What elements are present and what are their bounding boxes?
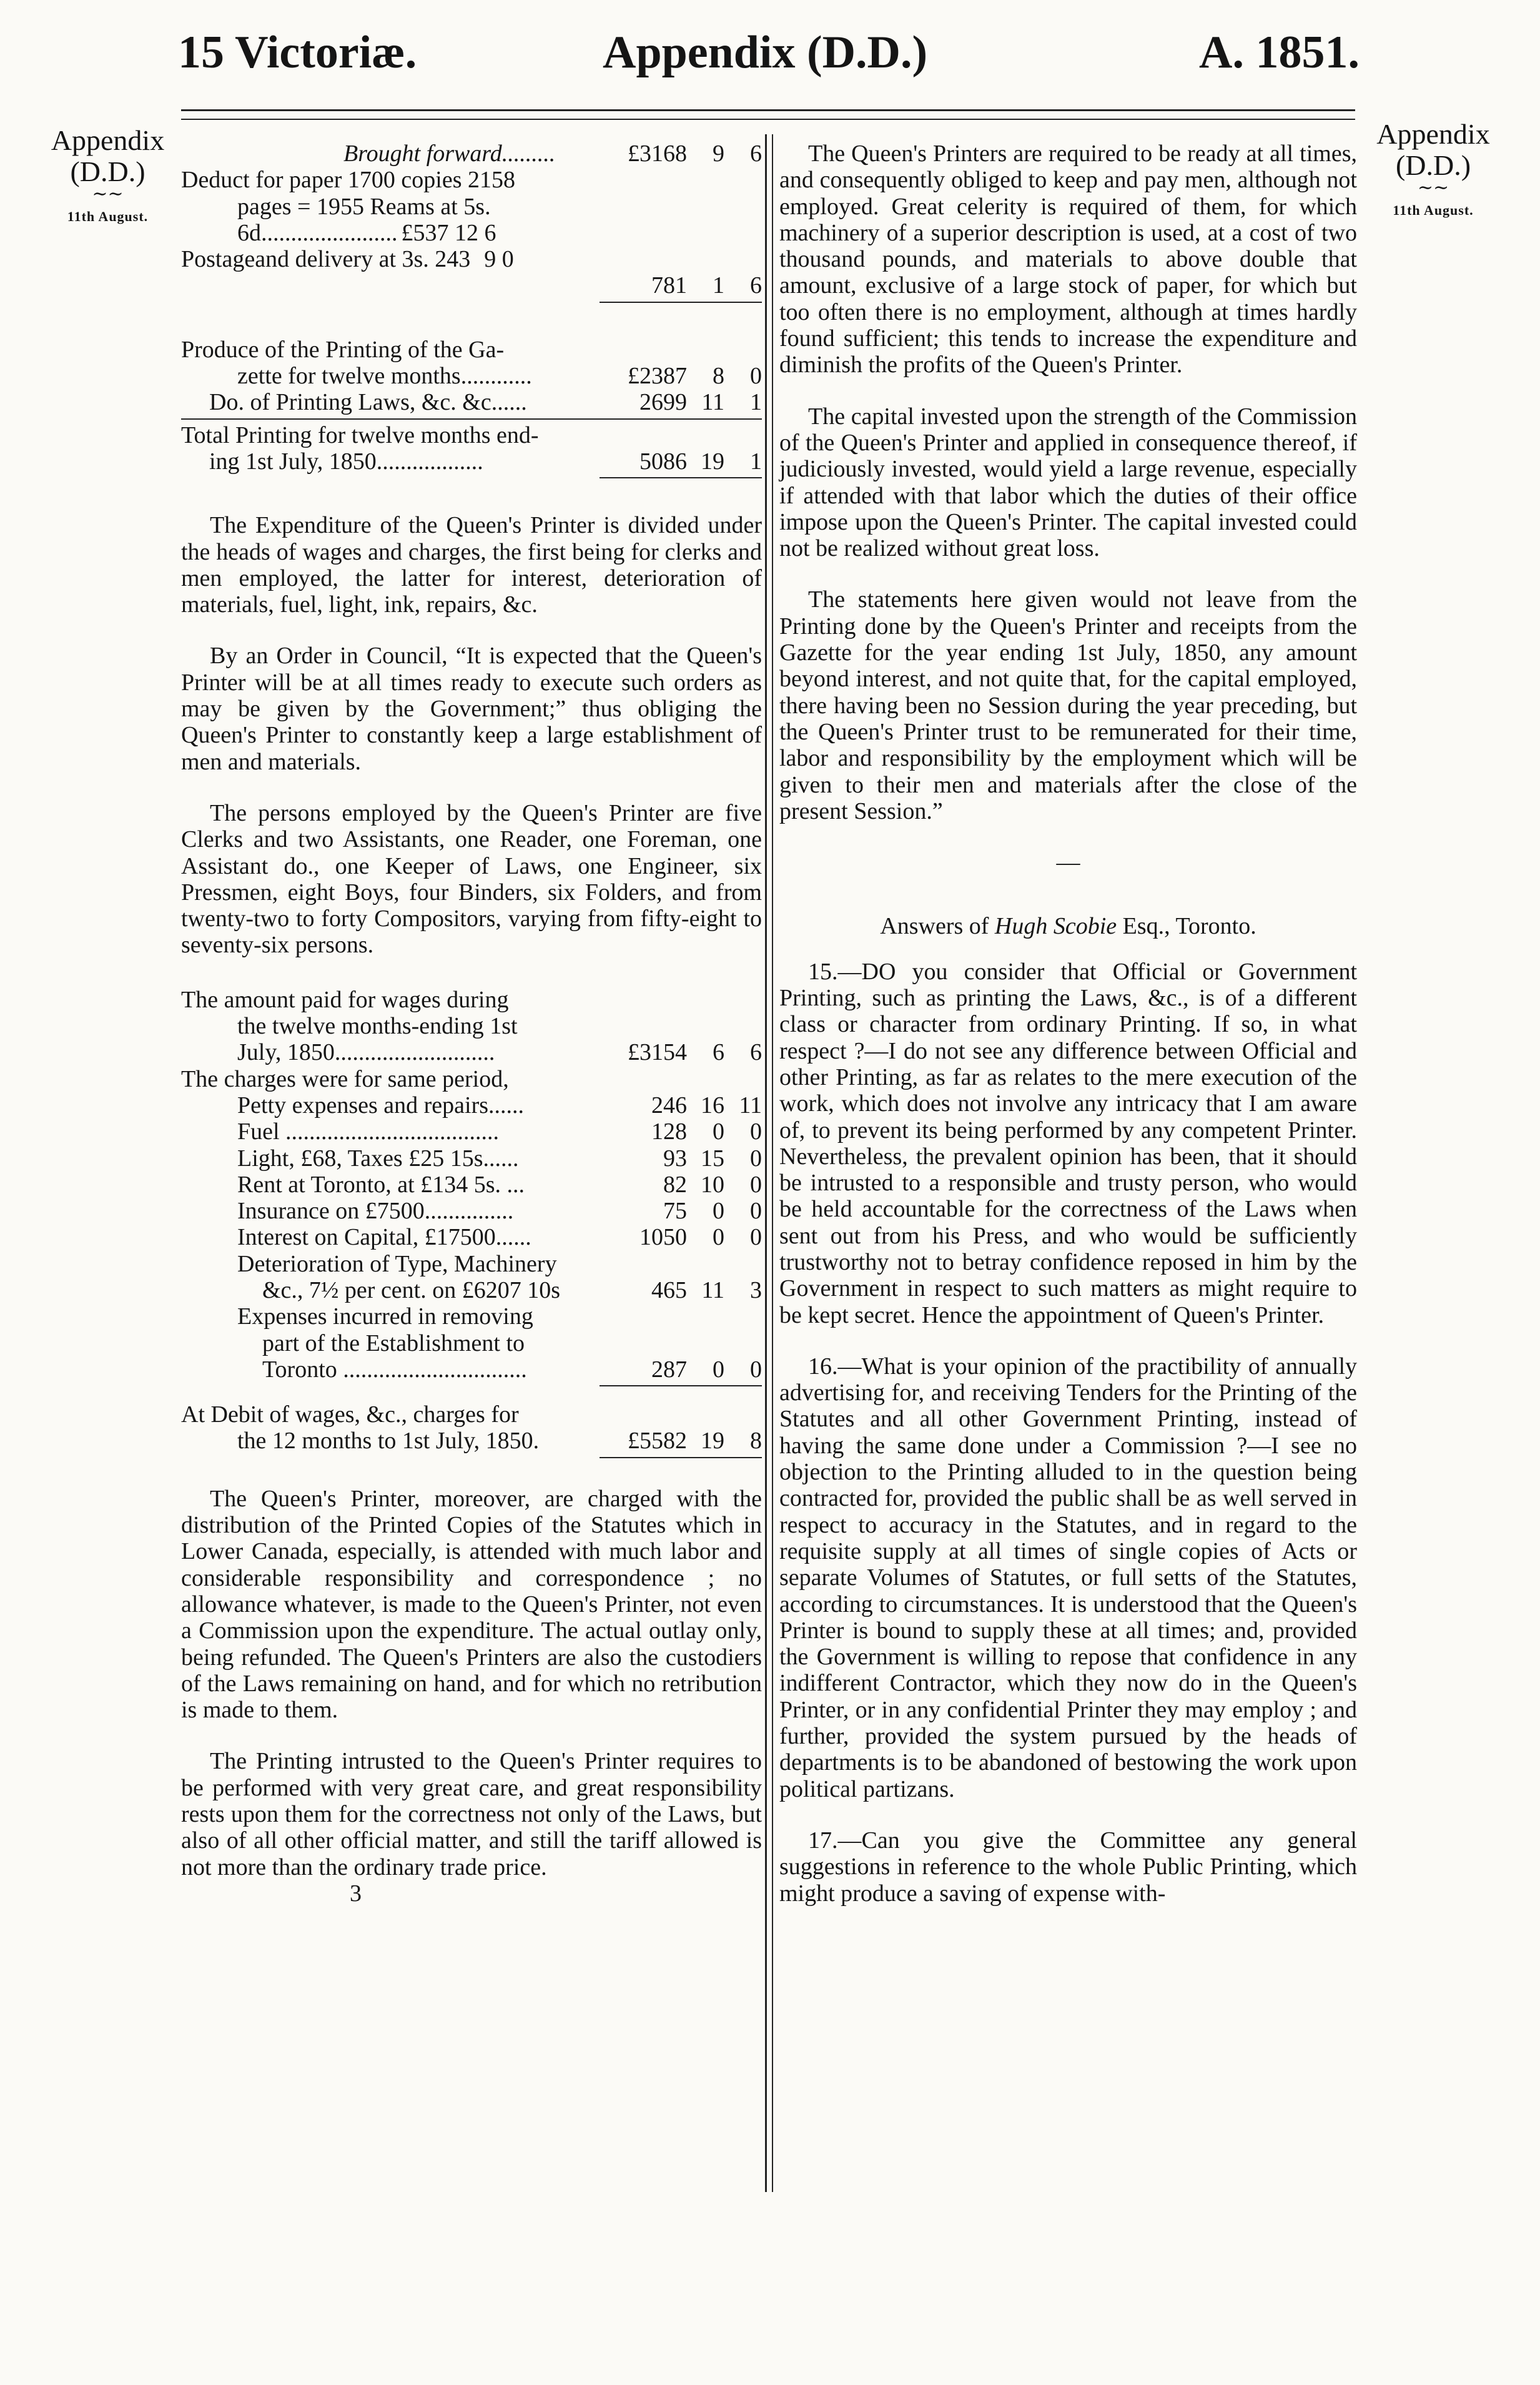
paragraph-statements: The statements here given would not leave from the Printing done by the Queen's Printer and receipts from the Gazette for the year ending 1st July, 1850, any amount beyond interest, and not quite that, for the capital employed, there having been no Session during the year preceding, but the Queen's Printer trust to be remunerated for their time, labor and responsibility by the employment which will be given to their men and materials after the close of the present Session.” [779,586,1357,824]
debit-line-2: the 12 months to 1st July, 1850. £5582 19 8 [237,1428,762,1454]
deduct-total-line: 781 1 6 [651,272,762,299]
header-center: Appendix (D.D.) [603,27,928,78]
swash-ornament-icon: ∼∼ [92,184,124,204]
answers-heading: Answers of Hugh Scobie Esq., Toronto. [880,913,1256,940]
total-line-2: ing 1st July, 1850.................. 5086 19 1 [209,448,762,475]
charge-row: Rent at Toronto, at £134 5s. ... 82 10 0 [237,1171,762,1198]
removal-line-1: Expenses incurred in removing [237,1303,533,1330]
laws-line: Do. of Printing Laws, &c. &c...... 2699 11 1 [209,389,762,416]
deduct-line-2: pages = 1955 Reams at 5s. [237,193,491,220]
charge-row: Light, £68, Taxes £25 15s...... 93 15 0 [237,1145,762,1172]
sum-rule [600,1385,762,1386]
charge-row: Insurance on £7500............... 75 0 0 [237,1198,762,1225]
sidenote-title: Appendix [1376,118,1490,150]
charge-row: Fuel .................................... 128 0 0 [237,1118,762,1145]
right-column [779,141,1357,1907]
paragraph-distribution: The Queen's Printer, moreover, are charged with the distribution of the Printed Copies of the Statutes which in Lower Canada, especially, is attended with much labor and considerable responsibility and correspondence ; no allowance whatever, is made to the Queen's Printer, not even a Commission upon the expenditure. The actual outlay only, being refunded. The Queen's Printers are also the custodiers of the Laws remaining on hand, and for which no retribution is made to them. [181,1485,762,1724]
charge-row: Interest on Capital, £17500...... 1050 0 0 [237,1224,762,1251]
wages-line-3: July, 1850........................... £3154 6 6 [237,1039,762,1066]
sidenote-title: Appendix [51,124,165,156]
charges-intro: The charges were for same period, [181,1065,509,1092]
produce-line-2: zette for twelve months............ £2387 8 0 [237,363,762,390]
sidenote-code: (D.D.) [70,156,146,187]
removal-line-3: Toronto ............................... 287 0 0 [262,1356,762,1383]
header-rule-top [181,109,1355,111]
question-17: 17.—Can you give the Committee any general suggestions in reference to the whole Public Printing, which might produce a saving of expense with- [779,1827,1357,1907]
sidenote-code: (D.D.) [1395,149,1471,181]
deduct-line-1: Deduct for paper 1700 copies 2158 [181,167,516,194]
header-right: A. 1851. [1199,27,1360,78]
debit-line-1: At Debit of wages, &c., charges for [181,1401,519,1428]
brought-forward-label: Brought forward......... [343,141,556,167]
sum-rule [600,302,762,303]
sidenote-left [37,125,178,232]
question-15: 15.—DO you consider that Official or Government Printing, such as printing the Laws, &c., is of a different class or character from ordinary Printing. If so, in what respect ?—I do not see any difference between Official and other Printing, as far as relates to the mere execution of the work, which does not involve any intricacy that I am aware of, to prevent its being performed by any competent Printer. Nevertheless, the prevalent opinion has been, that it should be intrusted to a responsible and trusty person, who would be held accountable for the correctness of the Laws when sent out from his Press, and who would be sufficiently trustworthy not to betray confidence reposed in him by the Government in respect to such matters as might require to be kept secret. Hence the appointment of Queen's Printer. [779,958,1357,1328]
question-16: 16.—What is your opinion of the practibility of annually advertising for, and receiving Tenders for the Printing of the Statutes and all other Government Printing, instead of having the same done under a Commission ?—I see no objection to the Printing alluded to in the question being contracted for, provided the public shall be as well served in respect to accuracy in the Statutes, and in regard to the requisite supply at all times of single copies of Acts or separate Volumes of Statutes, or full setts of the Statutes, according to circumstances. It is understood that the Queen's Printer is bound to supply these at all times; and, provided the Government is willing to repose that confidence in any indifferent Contractor, which they now do in the Queen's Printer, or in any confidential Printer they may employ ; and further, provided the system pursued by the heads of departments is to be abandoned of bestowing the work upon political partizans. [779,1353,1357,1802]
sidenote-date: 11th August. [1393,202,1474,218]
sum-rule [181,418,762,420]
column-divider-inner [772,134,773,2192]
wages-line-2: the twelve months-ending 1st [237,1013,518,1040]
postage-line: Postageand delivery at 3s. 243 9 0 [181,246,514,273]
deterioration-line-2: &c., 7½ per cent. on £6207 10s 465 11 3 [262,1276,762,1303]
section-divider: — [1056,849,1080,876]
removal-line-2: part of the Establishment to [262,1330,525,1356]
sum-rule [600,477,762,478]
swash-ornament-icon: ∼∼ [1417,177,1449,198]
total-line-1: Total Printing for twelve months end- [181,422,539,448]
sum-rule [600,1457,762,1458]
charge-row: Petty expenses and repairs...... 246 16 11 [237,1092,762,1118]
paragraph-printing-intrusted: The Printing intrusted to the Queen's Printer requires to be performed with very great care, and great responsibility rests upon them for the correctness not only of the Laws, but also of all other official matter, and still the tariff allowed is not more than the ordinary trade price. [181,1748,762,1880]
deterioration-line-1: Deterioration of Type, Machinery [237,1250,557,1277]
wages-line-1: The amount paid for wages during [181,986,509,1013]
sidenote-right [1358,119,1508,226]
paragraph-order-in-council: By an Order in Council, “It is expected that the Queen's Printer will be at all times ready to execute such orders as may be given by the Government;” thus obliging the Queen's Printer to constantly keep a large establishment of men and materials. [181,643,762,775]
deduct-line-3: 6d....................... £537 12 6 [237,219,496,246]
left-column [181,141,762,1907]
header-left: 15 Victoriæ. [178,27,417,78]
answers-name: Hugh Scobie [994,913,1117,940]
column-divider [765,134,767,2192]
header-rule-bottom [181,119,1355,120]
page-number: 3 [350,1880,362,1907]
sidenote-date: 11th August. [67,209,149,224]
paragraph-persons-employed: The persons employed by the Queen's Printer are five Clerks and two Assistants, one Reader, one Foreman, one Assistant do., one Keeper of Laws, one Engineer, six Pressmen, eight Boys, four Binders, six Folders, and from twenty-two to forty Compositors, varying from fifty-eight to seventy-six persons. [181,799,762,959]
brought-forward-line: Brought forward......... £3168 9 6 [181,141,762,167]
paragraph-capital-invested: The capital invested upon the strength of the Commission of the Queen's Printer and applied in consequence thereof, if judiciously invested, would yield a large revenue, especially if attended with that labor which the duties of their office impose upon the Queen's Printer. The capital invested could not be realized without great loss. [779,403,1357,562]
produce-line-1: Produce of the Printing of the Ga- [181,336,505,363]
paragraph-printers-ready: The Queen's Printers are required to be ready at all times, and consequently obliged to keep and pay men, although not employed. Great celerity is required of them, for which machinery of a superior description is used, at a cost of two thousand pounds, and materials to above double that amount, exclusive of a large stock of paper, for which but too often there is no employment, although at times hardly found sufficient; this tends to increase the expenditure and diminish the profits of the Queen's Printer. [779,141,1357,378]
paragraph-expenditure: The Expenditure of the Queen's Printer is divided under the heads of wages and charges, the first being for clerks and men employed, the latter for interest, deterioration of materials, fuel, light, ink, repairs, &c. [181,512,762,618]
